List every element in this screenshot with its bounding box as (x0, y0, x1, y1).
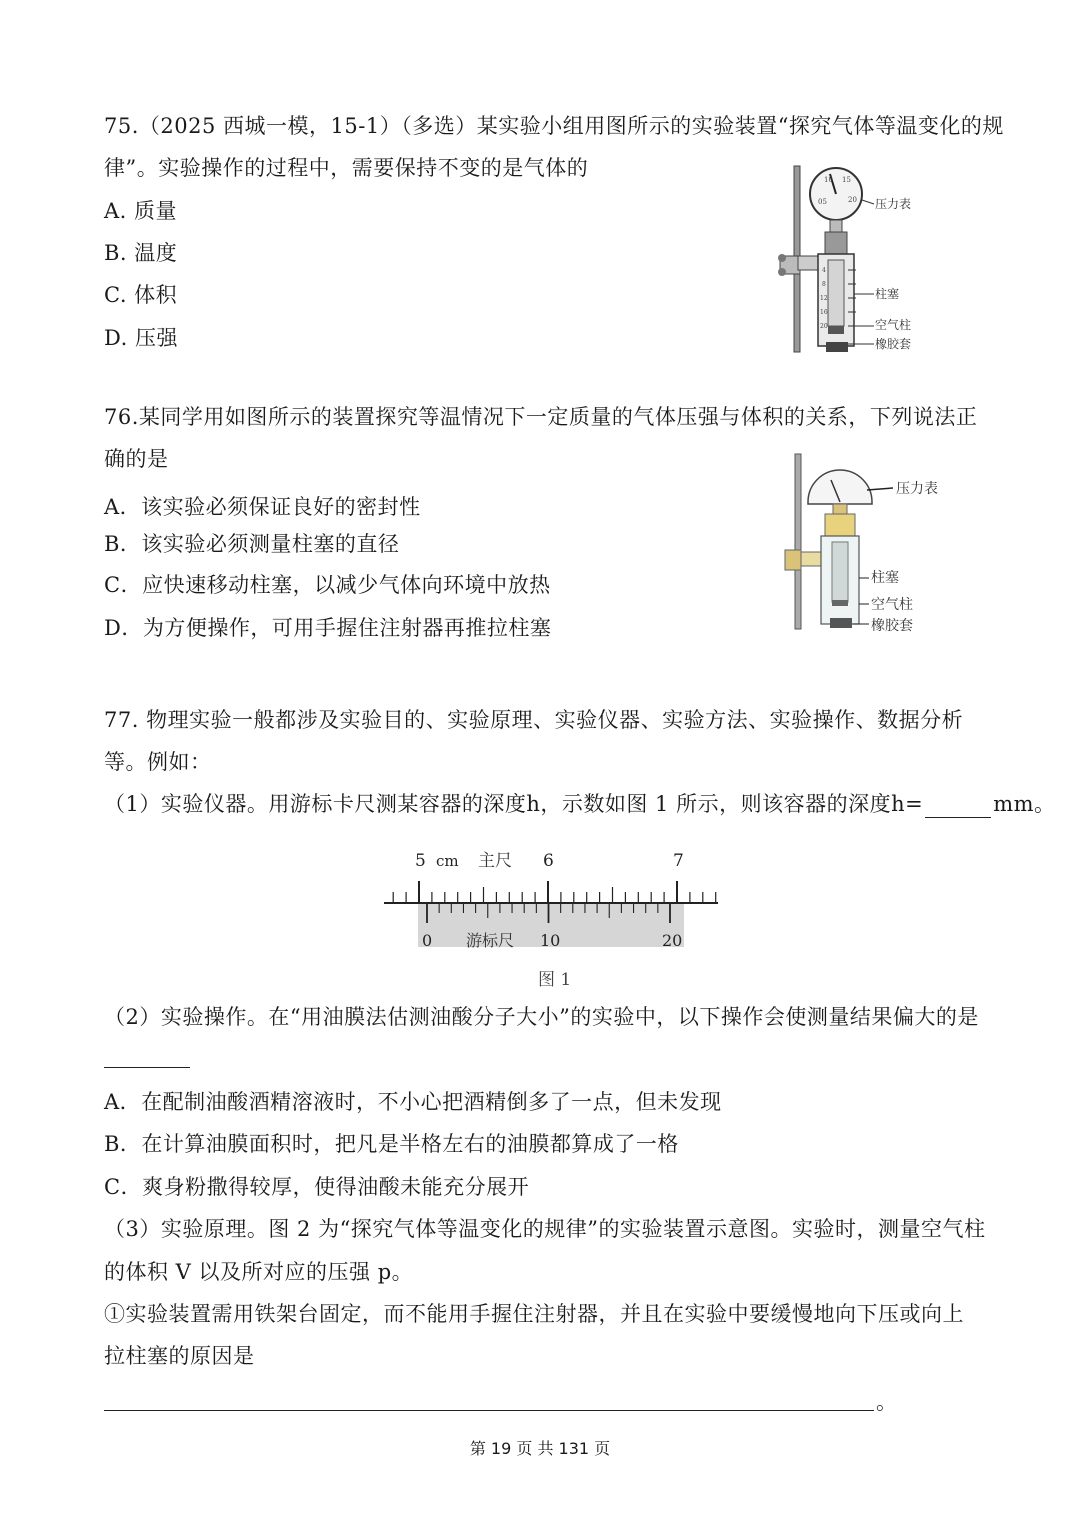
q75-option-d: D. 压强 (104, 326, 178, 350)
q76-label-air: 空气柱 (871, 597, 913, 613)
q77-part3-end-mark: 。 (876, 1390, 898, 1414)
q77-part1-text (104, 790, 1056, 818)
q77-part2-answer-blank[interactable] (104, 1067, 190, 1068)
q75-stem-line1: 75.（2025 西城一模，15-1）（多选）某实验小组用图所示的实验装置“探究气体等温变化的规 (104, 114, 1004, 138)
q75-scale-20: 20 (820, 323, 828, 330)
vernier-label-20: 20 (662, 931, 683, 950)
q75-label-gauge: 压力表 (875, 197, 912, 211)
q77-part2-option-a: A．在配制油酸酒精溶液时，不小心把酒精倒多了一点，但未发现 (104, 1090, 722, 1114)
vernier-label-10: 10 (540, 931, 561, 950)
q75-scale-8: 8 (822, 281, 826, 288)
q77-stem-line2: 等。例如： (104, 750, 212, 774)
caliper-figure (380, 845, 725, 990)
q75-gauge-tick-20: 20 (848, 196, 857, 204)
q76-option-b: B．该实验必须测量柱塞的直径 (104, 532, 400, 556)
page-footer: 第 19 页 共 131 页 (469, 1439, 611, 1458)
main-scale-name: 主尺 (478, 851, 512, 871)
vernier-scale-name: 游标尺 (466, 931, 515, 950)
q77-part3-q1-line1: ①实验装置需用铁架台固定，而不能用手握住注射器，并且在实验中要缓慢地向下压或向上 (104, 1302, 964, 1326)
q77-part3-line2: 的体积 V 以及所对应的压强 p。 (104, 1260, 414, 1284)
q75-scale-4: 4 (822, 267, 826, 274)
q75-scale-12: 12 (820, 295, 828, 302)
q75-option-a: A. 质量 (104, 199, 178, 223)
q75-option-c: C. 体积 (104, 283, 178, 307)
q76-stem-line1: 76.某同学用如图所示的装置探究等温情况下一定质量的气体压强与体积的关系，下列说法正 (104, 405, 978, 429)
q76-option-d: D．为方便操作，可用手握住注射器再推拉柱塞 (104, 616, 552, 640)
q75-option-b: B. 温度 (104, 241, 178, 265)
q77-part2-option-b: B．在计算油膜面积时，把凡是半格左右的油膜都算成了一格 (104, 1132, 679, 1156)
main-label-5: 5 (415, 851, 426, 871)
q75-apparatus-figure (770, 160, 940, 360)
q75-gauge-tick-15: 15 (842, 176, 851, 184)
q76-label-rubber: 橡胶套 (871, 618, 913, 634)
q76-label-plunger: 柱塞 (871, 570, 899, 586)
main-label-6: 6 (543, 851, 554, 871)
vernier-label-0: 0 (422, 931, 433, 950)
q76-label-gauge: 压力表 (896, 481, 938, 497)
q75-gauge-tick-10: 10 (824, 176, 833, 184)
main-scale-ticks (393, 881, 716, 903)
q77-part2-option-c: C．爽身粉撒得较厚，使得油酸未能充分展开 (104, 1175, 530, 1199)
q77-stem-line1: 77. 物理实验一般都涉及实验目的、实验原理、实验仪器、实验方法、实验操作、数据分析 (104, 708, 964, 732)
q76-apparatus-figure (775, 450, 965, 635)
q75-label-rubber: 橡胶套 (875, 337, 912, 351)
q77-part1-before: （1）实验仪器。用游标卡尺测某容器的深度h，示数如图 1 所示，则该容器的深度h= (104, 792, 924, 816)
q77-part1-unit: mm。 (993, 792, 1056, 816)
q76-stem-line2: 确的是 (104, 447, 169, 471)
q75-scale-16: 16 (820, 309, 828, 316)
q76-option-c: C．应快速移动柱塞，以减少气体向环境中放热 (104, 573, 551, 597)
q77-part3-answer-blank[interactable] (104, 1410, 874, 1411)
q75-label-air: 空气柱 (875, 318, 912, 332)
q75-stem-line2: 律”。实验操作的过程中，需要保持不变的是气体的 (104, 156, 589, 180)
q75-label-plunger: 柱塞 (875, 287, 900, 301)
q77-part1-answer-blank[interactable] (925, 797, 991, 818)
main-label-7: 7 (673, 851, 684, 871)
q77-part3-q1-line2: 拉柱塞的原因是 (104, 1344, 255, 1368)
main-unit-cm: cm (436, 852, 459, 870)
q77-part2-text: （2）实验操作。在“用油膜法估测油酸分子大小”的实验中，以下操作会使测量结果偏大的是 (104, 1005, 979, 1029)
q75-gauge-tick-05: 05 (818, 198, 827, 206)
q76-option-a: A．该实验必须保证良好的密封性 (104, 495, 421, 519)
figure-1-caption: 图 1 (538, 970, 572, 990)
q77-part3-line1: （3）实验原理。图 2 为“探究气体等温变化的规律”的实验装置示意图。实验时，测量空气柱 (104, 1217, 986, 1241)
